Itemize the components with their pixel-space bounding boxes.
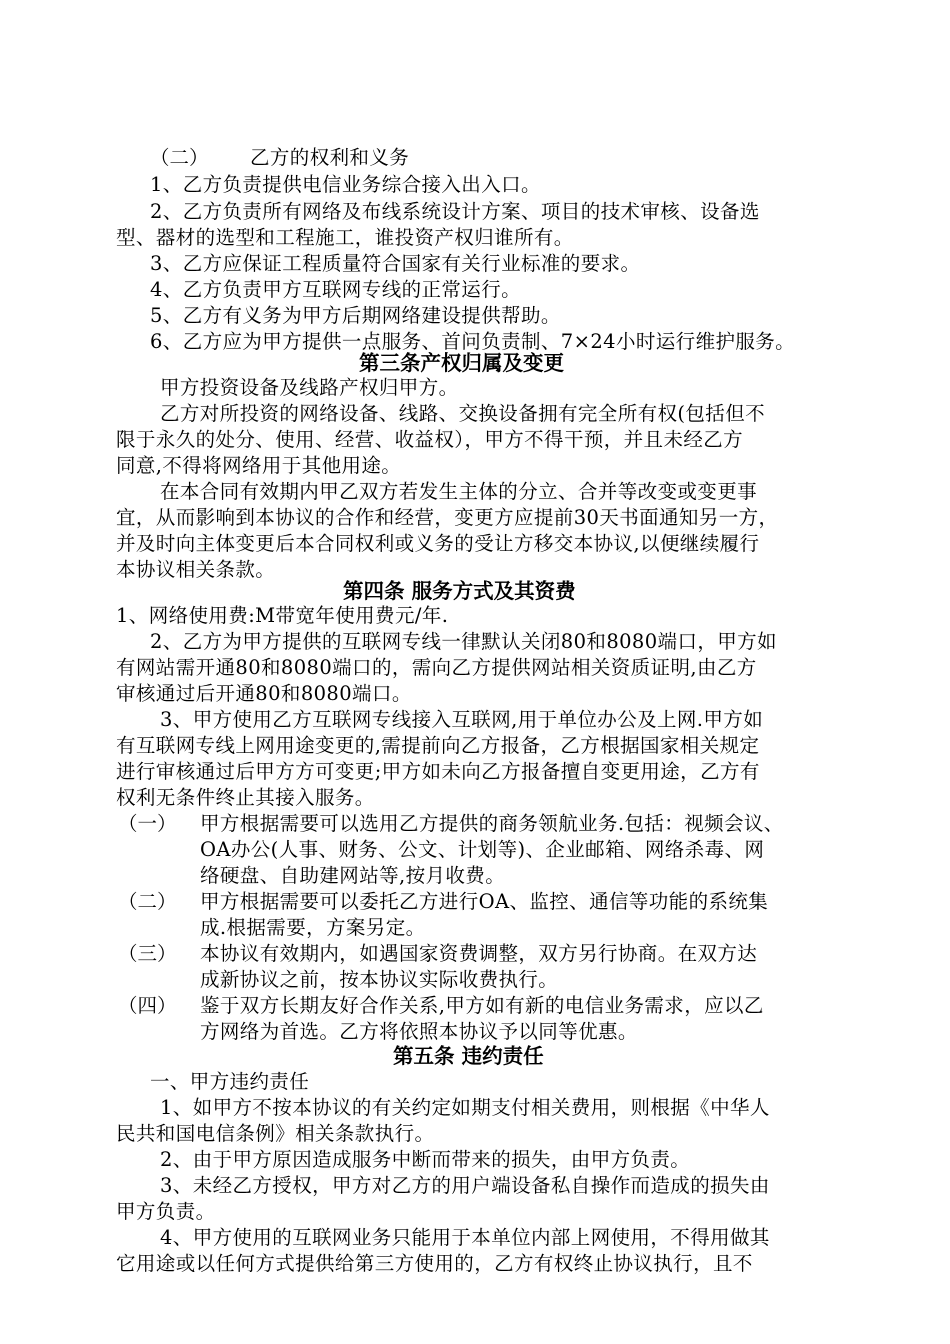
item-line: OA办公(人事、财务、公文、计划等)、企业邮箱、网络杀毒、网 (200, 838, 765, 861)
text-line: 审核通过后开通80和8080端口。 (116, 682, 412, 705)
text-line: 甲方投资设备及线路产权归甲方。 (160, 376, 459, 399)
text-line: 1、乙方负责提供电信业务综合接入出入口。 (150, 173, 541, 196)
section-heading: 乙方的权利和义务 (250, 146, 410, 169)
item-line: 成.根据需要，方案另定。 (200, 916, 426, 939)
text-line: 2、由于甲方原因造成服务中断而带来的损失，由甲方负责。 (160, 1148, 691, 1171)
item-line: 成新协议之前，按本协议实际收费执行。 (200, 968, 559, 991)
item-number: （四） (118, 994, 177, 1017)
text-line: 宜，从而影响到本协议的合作和经营，变更方应提前30天书面通知另一方， (116, 506, 779, 529)
item-line: 甲方根据需要可以选用乙方提供的商务领航业务.包括：视频会议、 (200, 812, 784, 835)
text-line: 2、乙方负责所有网络及布线系统设计方案、项目的技术审核、设备选 (150, 200, 760, 223)
item-line: 甲方根据需要可以委托乙方进行OA、监控、通信等功能的系统集 (200, 890, 769, 913)
text-line: 有互联网专线上网用途变更的,需提前向乙方报备，乙方根据国家相关规定 (116, 734, 760, 757)
text-line: 3、乙方应保证工程质量符合国家有关行业标准的要求。 (150, 252, 641, 275)
text-line: 4、乙方负责甲方互联网专线的正常运行。 (150, 278, 522, 301)
item-number: （一） (118, 812, 177, 835)
text-line: 1、网络使用费:M带宽年使用费元/年. (116, 604, 449, 627)
text-line: 本协议相关条款。 (116, 558, 276, 581)
text-line: 限于永久的处分、使用、经营、收益权），甲方不得干预，并且未经乙方 (116, 428, 744, 451)
text-line: 有网站需开通80和8080端口的，需向乙方提供网站相关资质证明,由乙方 (116, 656, 757, 679)
text-line: 民共和国电信条例》相关条款执行。 (116, 1122, 435, 1145)
section-number: （二） (150, 146, 209, 169)
text-line: 它用途或以任何方式提供给第三方使用的，乙方有权终止协议执行，且不 (116, 1252, 753, 1275)
text-line: 并及时向主体变更后本合同权利或义务的受让方移交本协议,以便继续履行 (116, 532, 760, 555)
item-line: 络硬盘、自助建网站等,按月收费。 (200, 864, 506, 887)
item-line: 方网络为首选。乙方将依照本协议予以同等优惠。 (200, 1020, 638, 1043)
text-line: 2、乙方为甲方提供的互联网专线一律默认关闭80和8080端口，甲方如 (150, 630, 777, 653)
subheading: 一、甲方违约责任 (150, 1070, 310, 1093)
text-line: 3、甲方使用乙方互联网专线接入互联网,用于单位办公及上网.甲方如 (160, 708, 764, 731)
text-line: 甲方负责。 (116, 1200, 216, 1223)
item-number: （二） (118, 890, 177, 913)
text-line: 3、未经乙方授权，甲方对乙方的用户端设备私自操作而造成的损失由 (160, 1174, 770, 1197)
text-line: 4、甲方使用的互联网业务只能用于本单位内部上网使用，不得用做其 (160, 1226, 770, 1249)
item-number: （三） (118, 942, 177, 965)
text-line: 型、器材的选型和工程施工，谁投资产权归谁所有。 (116, 226, 574, 249)
text-line: 5、乙方有义务为甲方后期网络建设提供帮助。 (150, 304, 561, 327)
text-line: 6、乙方应为甲方提供一点服务、首问负责制、7×24小时运行维护服务。 (150, 330, 796, 353)
text-line: 1、如甲方不按本协议的有关约定如期支付相关费用，则根据《中华人 (160, 1096, 770, 1119)
text-line: 在本合同有效期内甲乙双方若发生主体的分立、合并等改变或变更事 (160, 480, 758, 503)
text-line: 乙方对所投资的网络设备、线路、交换设备拥有完全所有权(包括但不 (160, 402, 766, 425)
text-line: 进行审核通过后甲方方可变更;甲方如未向乙方报备擅自变更用途，乙方有 (116, 760, 760, 783)
text-line: 权利无条件终止其接入服务。 (116, 786, 375, 809)
article-title: 第五条 违约责任 (393, 1044, 544, 1068)
item-line: 本协议有效期内，如遇国家资费调整，双方另行协商。在双方达 (200, 942, 758, 965)
article-title: 第四条 服务方式及其资费 (343, 579, 576, 603)
item-line: 鉴于双方长期友好合作关系,甲方如有新的电信业务需求，应以乙 (200, 994, 764, 1017)
article-title: 第三条产权归属及变更 (359, 351, 564, 375)
text-line: 同意,不得将网络用于其他用途。 (116, 454, 402, 477)
